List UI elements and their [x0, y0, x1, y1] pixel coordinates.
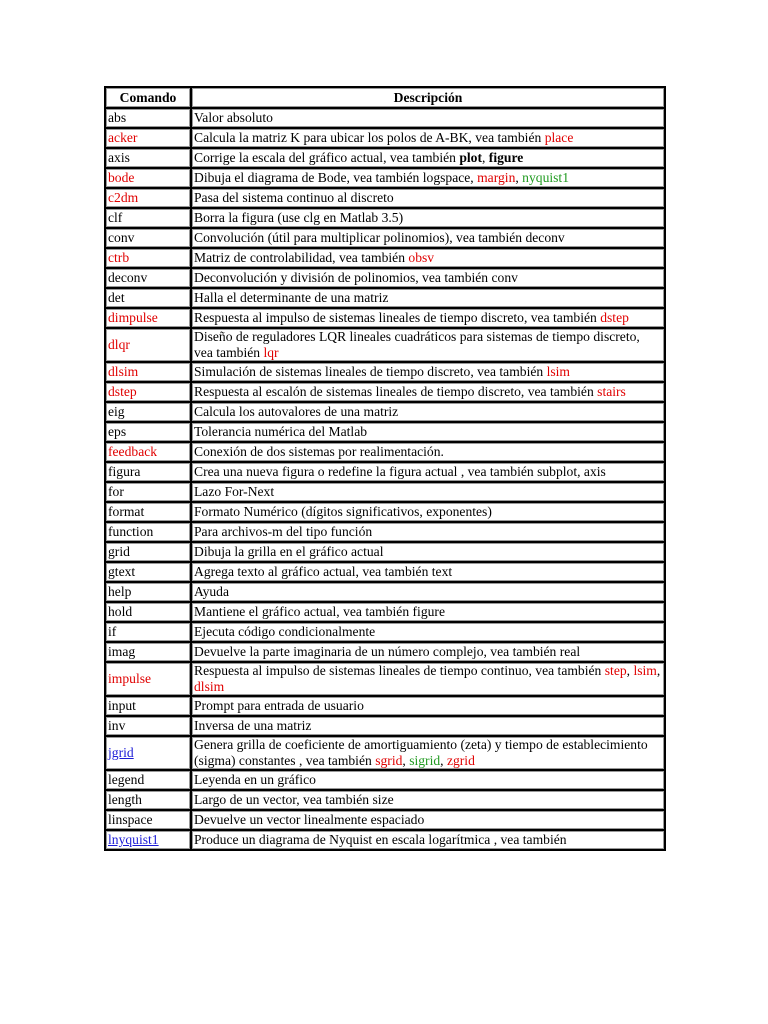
table-row: [106, 543, 666, 563]
related-command: sigrid: [409, 753, 441, 768]
command-cell: [106, 811, 192, 831]
description-text: Corrige la escala del gráfico actual, vea también: [194, 150, 460, 165]
command-name: det: [108, 290, 125, 305]
description-cell: [192, 483, 666, 503]
command-name: axis: [108, 150, 130, 165]
table-row: [106, 563, 666, 583]
description-text: Prompt para entrada de usuario: [194, 698, 364, 713]
command-name: dlqr: [108, 337, 130, 352]
table-row: [106, 129, 666, 149]
command-cell: [106, 603, 192, 623]
description-cell: [192, 791, 666, 811]
related-command: zgrid: [446, 753, 475, 768]
table-row: [106, 189, 666, 209]
command-link[interactable]: lnyquist1: [108, 832, 159, 847]
description-text: Ejecuta código condicionalmente: [194, 624, 376, 639]
table-row: [106, 309, 666, 329]
description-text: Mantiene el gráfico actual, vea también figure: [194, 604, 445, 619]
table-row: [106, 423, 666, 443]
command-cell: [106, 249, 192, 269]
description-text: Largo de un vector, vea también size: [194, 792, 394, 807]
command-name: figura: [108, 464, 141, 479]
description-text: Valor absoluto: [194, 110, 273, 125]
description-cell: [192, 643, 666, 663]
command-link[interactable]: jgrid: [108, 745, 134, 760]
command-name: gtext: [108, 564, 136, 579]
related-command: lsim: [633, 663, 657, 678]
command-name: function: [108, 524, 154, 539]
table-row: [106, 831, 666, 851]
description-cell: [192, 503, 666, 523]
description-text: Convolución (útil para multiplicar polinomios), vea también deconv: [194, 230, 565, 245]
description-text: Inversa de una matriz: [194, 718, 312, 733]
command-cell: [106, 717, 192, 737]
related-command: figure: [488, 150, 524, 165]
description-cell: [192, 443, 666, 463]
description-text: Produce un diagrama de Nyquist en escala logarítmica , vea también: [194, 832, 567, 847]
header-descripcion: Descripción: [192, 88, 666, 109]
command-cell: [106, 791, 192, 811]
description-cell: [192, 717, 666, 737]
table-row: [106, 289, 666, 309]
command-name: input: [108, 698, 136, 713]
command-cell: [106, 737, 192, 771]
table-row: [106, 363, 666, 383]
table-row: [106, 463, 666, 483]
related-command: dstep: [600, 310, 629, 325]
related-command: lqr: [263, 345, 279, 360]
description-text: Agrega texto al gráfico actual, vea también text: [194, 564, 453, 579]
command-name: dimpulse: [108, 310, 158, 325]
description-text: Para archivos-m del tipo función: [194, 524, 373, 539]
table-row: [106, 737, 666, 771]
command-cell: [106, 543, 192, 563]
command-cell: [106, 697, 192, 717]
description-text: Formato Numérico (dígitos significativos, exponentes): [194, 504, 492, 519]
description-cell: [192, 309, 666, 329]
description-text: Calcula los autovalores de una matriz: [194, 404, 399, 419]
description-text: ,: [515, 170, 523, 185]
command-name: inv: [108, 718, 126, 733]
command-cell: [106, 289, 192, 309]
header-row: [106, 88, 666, 109]
command-cell: [106, 423, 192, 443]
command-name: dstep: [108, 384, 137, 399]
description-text: Devuelve un vector linealmente espaciado: [194, 812, 425, 827]
command-cell: [106, 463, 192, 483]
command-name: legend: [108, 772, 145, 787]
description-text: Matriz de controlabilidad, vea también: [194, 250, 409, 265]
table-row: [106, 811, 666, 831]
table-row: [106, 269, 666, 289]
description-cell: [192, 109, 666, 129]
command-cell: [106, 563, 192, 583]
table-row: [106, 643, 666, 663]
command-cell: [106, 109, 192, 129]
command-cell: [106, 831, 192, 851]
table-row: [106, 249, 666, 269]
description-text: Halla el determinante de una matriz: [194, 290, 389, 305]
command-name: clf: [108, 210, 123, 225]
description-cell: [192, 697, 666, 717]
command-name: deconv: [108, 270, 148, 285]
description-cell: [192, 329, 666, 363]
description-cell: [192, 831, 666, 851]
description-cell: [192, 129, 666, 149]
related-command: stairs: [597, 384, 626, 399]
description-cell: [192, 249, 666, 269]
description-text: ,: [482, 150, 489, 165]
table-row: [106, 209, 666, 229]
related-command: plot: [459, 150, 482, 165]
description-text: ,: [440, 753, 447, 768]
command-cell: [106, 383, 192, 403]
command-name: if: [108, 624, 117, 639]
table-row: [106, 329, 666, 363]
description-text: Simulación de sistemas lineales de tiempo discreto, vea también: [194, 364, 547, 379]
table-row: [106, 603, 666, 623]
table-row: [106, 771, 666, 791]
description-cell: [192, 169, 666, 189]
description-text: Deconvolución y división de polinomios, vea también conv: [194, 270, 518, 285]
command-cell: [106, 663, 192, 697]
command-cell: [106, 129, 192, 149]
description-text: Genera grilla de coeficiente de amortiguamiento (zeta) y tiempo de establecimiento (sigma) constantes , vea también: [194, 737, 648, 768]
command-cell: [106, 189, 192, 209]
command-name: bode: [108, 170, 135, 185]
description-text: Tolerancia numérica del Matlab: [194, 424, 368, 439]
command-cell: [106, 771, 192, 791]
table-row: [106, 623, 666, 643]
description-cell: [192, 603, 666, 623]
table-row: [106, 109, 666, 129]
description-text: Dibuja el diagrama de Bode, vea también logspace,: [194, 170, 478, 185]
command-name: help: [108, 584, 132, 599]
command-name: dlsim: [108, 364, 139, 379]
description-cell: [192, 209, 666, 229]
description-text: Respuesta al escalón de sistemas lineales de tiempo discreto, vea también: [194, 384, 598, 399]
command-cell: [106, 403, 192, 423]
description-cell: [192, 737, 666, 771]
command-name: eps: [108, 424, 127, 439]
table-row: [106, 697, 666, 717]
table-row: [106, 523, 666, 543]
description-text: Devuelve la parte imaginaria de un número complejo, vea también real: [194, 644, 581, 659]
command-cell: [106, 309, 192, 329]
related-command: nyquist1: [522, 170, 569, 185]
command-name: format: [108, 504, 145, 519]
table-row: [106, 169, 666, 189]
table-row: [106, 583, 666, 603]
table-body: [106, 109, 666, 851]
table-row: [106, 717, 666, 737]
command-name: feedback: [108, 444, 158, 459]
command-cell: [106, 623, 192, 643]
related-command: obsv: [408, 250, 435, 265]
related-command: margin: [477, 170, 516, 185]
description-text: Respuesta al impulso de sistemas lineales de tiempo continuo, vea también: [194, 663, 605, 678]
command-cell: [106, 523, 192, 543]
command-name: grid: [108, 544, 130, 559]
command-name: c2dm: [108, 190, 139, 205]
description-cell: [192, 383, 666, 403]
description-cell: [192, 563, 666, 583]
description-cell: [192, 663, 666, 697]
command-name: impulse: [108, 671, 152, 686]
description-cell: [192, 149, 666, 169]
command-cell: [106, 583, 192, 603]
description-cell: [192, 771, 666, 791]
description-text: Ayuda: [194, 584, 229, 599]
description-cell: [192, 523, 666, 543]
description-text: Crea una nueva figura o redefine la figura actual , vea también subplot, axis: [194, 464, 606, 479]
command-cell: [106, 443, 192, 463]
command-name: for: [108, 484, 124, 499]
description-text: ,: [656, 663, 661, 678]
command-name: ctrb: [108, 250, 130, 265]
description-cell: [192, 363, 666, 383]
description-text: Pasa del sistema continuo al discreto: [194, 190, 394, 205]
command-cell: [106, 149, 192, 169]
table-row: [106, 443, 666, 463]
related-command: dlsim: [194, 679, 225, 694]
description-text: Calcula la matriz K para ubicar los polos de A-BK, vea también: [194, 130, 545, 145]
description-cell: [192, 229, 666, 249]
command-cell: [106, 269, 192, 289]
description-text: Leyenda en un gráfico: [194, 772, 316, 787]
description-cell: [192, 583, 666, 603]
related-command: step: [604, 663, 627, 678]
command-cell: [106, 329, 192, 363]
table-row: [106, 503, 666, 523]
command-cell: [106, 363, 192, 383]
command-name: acker: [108, 130, 138, 145]
command-cell: [106, 229, 192, 249]
header-comando: Comando: [106, 88, 192, 109]
table-row: [106, 149, 666, 169]
command-name: eig: [108, 404, 125, 419]
description-text: Respuesta al impulso de sistemas lineales de tiempo discreto, vea también: [194, 310, 601, 325]
table-row: [106, 663, 666, 697]
command-name: length: [108, 792, 142, 807]
description-cell: [192, 289, 666, 309]
description-text: Diseño de reguladores LQR lineales cuadráticos para sistemas de tiempo discreto, vea también: [194, 329, 640, 360]
description-cell: [192, 269, 666, 289]
command-cell: [106, 503, 192, 523]
description-text: Lazo For-Next: [194, 484, 275, 499]
description-cell: [192, 543, 666, 563]
description-text: Borra la figura (use clg en Matlab 3.5): [194, 210, 404, 225]
description-text: Conexión de dos sistemas por realimentación.: [194, 444, 444, 459]
description-text: ,: [626, 663, 634, 678]
description-cell: [192, 623, 666, 643]
command-cell: [106, 483, 192, 503]
related-command: place: [544, 130, 574, 145]
command-name: hold: [108, 604, 133, 619]
table-row: [106, 791, 666, 811]
command-cell: [106, 169, 192, 189]
command-name: conv: [108, 230, 135, 245]
description-cell: [192, 403, 666, 423]
table-row: [106, 383, 666, 403]
related-command: lsim: [546, 364, 571, 379]
command-name: imag: [108, 644, 136, 659]
description-cell: [192, 189, 666, 209]
description-text: Dibuja la grilla en el gráfico actual: [194, 544, 384, 559]
command-cell: [106, 643, 192, 663]
description-cell: [192, 423, 666, 443]
related-command: sgrid: [375, 753, 403, 768]
description-text: ,: [402, 753, 410, 768]
command-cell: [106, 209, 192, 229]
table-row: [106, 229, 666, 249]
description-cell: [192, 463, 666, 483]
description-cell: [192, 811, 666, 831]
command-name: abs: [108, 110, 127, 125]
command-name: linspace: [108, 812, 153, 827]
commands-table: [104, 86, 666, 851]
table-row: [106, 403, 666, 423]
table-row: [106, 483, 666, 503]
